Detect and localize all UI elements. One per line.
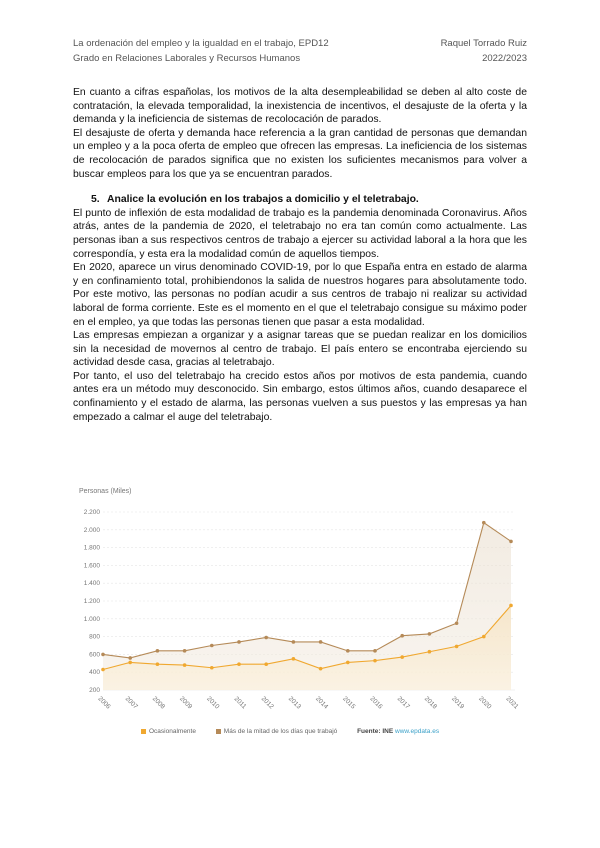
data-point <box>319 667 323 671</box>
x-tick-label: 2011 <box>232 695 248 711</box>
data-point <box>210 644 214 648</box>
legend-label: Ocasionalmente <box>149 728 196 735</box>
y-tick-label: 1.400 <box>83 580 100 588</box>
x-tick-label: 2017 <box>395 695 411 711</box>
header-year: 2022/2023 <box>482 53 527 64</box>
data-point <box>156 649 160 653</box>
data-point <box>101 668 105 672</box>
data-point <box>319 640 323 644</box>
data-point <box>482 635 486 639</box>
legend-item-mas-mitad <box>216 728 337 735</box>
y-tick-label: 1.600 <box>83 562 100 570</box>
data-point <box>400 655 404 659</box>
section-heading <box>91 193 527 207</box>
section-title: Analice la evolución en los trabajos a domicilio y el teletrabajo. <box>107 194 419 206</box>
data-point <box>292 640 296 644</box>
y-tick-label: 1.800 <box>83 544 100 552</box>
x-tick-label: 2014 <box>314 695 330 711</box>
data-point <box>428 650 432 654</box>
data-point <box>428 632 432 636</box>
x-tick-label: 2006 <box>96 695 112 711</box>
x-tick-label: 2016 <box>368 695 384 711</box>
data-point <box>509 540 513 544</box>
x-tick-label: 2009 <box>178 695 194 711</box>
y-axis-label: Personas (Miles) <box>79 488 132 495</box>
data-point <box>292 657 296 661</box>
data-point <box>128 656 132 660</box>
y-tick-label: 1.200 <box>83 598 100 605</box>
y-tick-label: 2.000 <box>83 526 100 534</box>
x-tick-layer <box>96 695 519 710</box>
data-point <box>237 640 241 644</box>
y-tick-label: 600 <box>89 651 100 659</box>
data-point <box>455 621 459 625</box>
legend-swatch <box>216 729 221 734</box>
chart-source-link[interactable]: www.epdata.es <box>395 728 440 736</box>
legend-item-ocasionalmente <box>141 728 196 735</box>
paragraph-2: El desajuste de oferta y demanda hace referencia a la gran cantidad de personas que demandan un empleo y a la poca oferta de empleo que ofrecen las empresas. La ineficiencia de los sistemas de recolocación de parados significa que no existen los suficientes mecanismos para volver a buscar empleos para los que ya se encuentran parados. <box>73 127 527 180</box>
data-point <box>210 666 214 670</box>
x-tick-label: 2018 <box>422 695 439 711</box>
header-degree: Grado en Relaciones Laborales y Recursos Humanos <box>73 53 301 64</box>
header-course-title: La ordenación del empleo y la igualdad en el trabajo, EPD12 <box>73 38 329 49</box>
chart-canvas <box>73 484 527 724</box>
x-tick-label: 2013 <box>286 695 303 711</box>
paragraph-3: El punto de inflexión de esta modalidad de trabajo es la pandemia denominada Coronavirus. Años atrás, antes de la pandemia de 2020, el teletrabajo no era tan común como actualmente. Las personas iban a sus respectivos centros de trabajo a ejercer su actividad laboral a la hora que les correspondía, y esta era la modalidad común de aquellos tiempos. <box>73 207 527 260</box>
header-left <box>73 36 329 66</box>
data-point <box>264 636 268 640</box>
header-right <box>441 36 527 66</box>
data-point <box>156 662 160 666</box>
x-tick-label: 2015 <box>341 695 357 711</box>
y-tick-label: 200 <box>89 687 100 694</box>
data-point <box>101 653 105 657</box>
paragraph-1: En cuanto a cifras españolas, los motivos de la alta desempleabilidad se deben al alto coste de contratación, la elevada temporalidad, la inexistencia de incentivos, el desajuste de la oferta y la demanda y la ineficiencia de sistemas de recolocación de parados. <box>73 87 527 126</box>
section-number: 5. <box>91 194 100 206</box>
data-point <box>237 662 241 666</box>
x-tick-label: 2008 <box>150 695 167 711</box>
telework-chart <box>73 484 527 740</box>
document-body <box>73 86 527 424</box>
x-tick-label: 2020 <box>477 695 493 711</box>
data-point <box>346 649 350 653</box>
data-point <box>373 659 377 663</box>
legend-label: Más de la mitad de los días que trabajó <box>223 728 338 735</box>
x-tick-label: 2012 <box>259 695 275 711</box>
paragraph-6: Por tanto, el uso del teletrabajo ha crecido estos años por motivos de esta pandemia, cuando antes era un método muy desconocido. Sin embargo, estos últimos años, cuando desaparece el confinamiento y el estado de alarma, las personas vuelven a sus puestos y las empresas ya han empezado a calmar el auge del teletrabajo. <box>73 370 527 423</box>
data-point <box>509 604 513 608</box>
y-tick-label: 1.000 <box>83 615 100 623</box>
data-point <box>482 521 486 525</box>
x-tick-label: 2010 <box>205 695 221 711</box>
y-tick-label: 400 <box>89 669 100 677</box>
y-tick-label: 800 <box>89 633 100 641</box>
data-point <box>183 649 187 653</box>
x-tick-label: 2007 <box>123 695 139 711</box>
x-tick-label: 2019 <box>450 695 466 711</box>
chart-legend <box>141 728 531 735</box>
data-point <box>183 663 187 667</box>
data-point <box>346 661 350 665</box>
legend-swatch <box>141 729 146 734</box>
data-point <box>264 662 268 666</box>
x-tick-label: 2021 <box>504 695 520 711</box>
paragraph-5: Las empresas empiezan a organizar y a asignar tareas que se puedan realizar en los domicilios sin la necesidad de movernos al centro de trabajo. El país entero se encontraba ejerciendo su actividad desde casa, gracias al teletrabajo. <box>73 330 527 369</box>
paragraph-4: En 2020, aparece un virus denominado COVID-19, por lo que España entra en estado de alarma y en confinamiento total, prohibiendonos la salida de nuestros hogares para absolutamente todo. Por este motivo, las personas no podían acudir a sus centros de trabajo ni realizar su actividad laboral de forma corriente. Este es el momento en el que el teletrabajo consigue su máximo poder en el empleo, ya que todas las personas tienen que pasar a esta modalidad. <box>73 262 527 328</box>
data-point <box>128 661 132 665</box>
y-tick-label: 2.200 <box>83 509 100 516</box>
data-point <box>455 645 459 649</box>
data-point <box>373 649 377 653</box>
header-author: Raquel Torrado Ruiz <box>440 38 527 49</box>
chart-source: Fuente: INE <box>357 728 394 736</box>
data-point <box>400 634 404 638</box>
